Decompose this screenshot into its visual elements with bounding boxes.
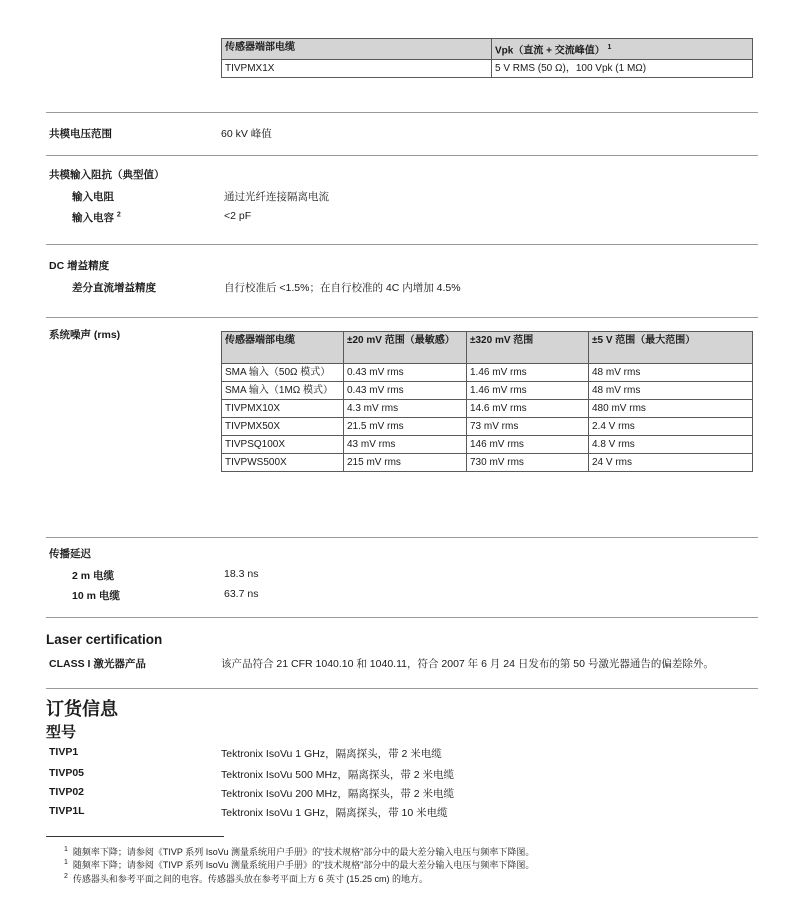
propagation-delay-title: 传播延迟 bbox=[49, 548, 91, 560]
table-cell: TIVPMX10X bbox=[222, 400, 344, 418]
table-cell: TIVPSQ100X bbox=[222, 436, 344, 454]
table-header-cell: Vpk（直流 + 交流峰值） $^1$ bbox=[492, 39, 753, 60]
table-cell: 48 mV rms bbox=[589, 364, 753, 382]
input-capacitance-label: 输入电容 $^2$ bbox=[72, 211, 121, 224]
delay-10m-label: 10 m 电缆 bbox=[72, 590, 120, 602]
divider bbox=[46, 244, 758, 245]
dc-gain-title: DC 增益精度 bbox=[49, 260, 110, 272]
delay-10m-value: 63.7 ns bbox=[224, 588, 259, 600]
table-cell: TIVPMX1X bbox=[222, 60, 492, 78]
table-cell: 43 mV rms bbox=[344, 436, 467, 454]
footnote: $^1$ 随频率下降；请参阅《TIVP 系列 IsoVu 测量系统用户手册》的"技术规格"部分中的最大差分输入电压与频率下降图。 bbox=[64, 859, 535, 870]
input-resistance-label: 输入电阻 bbox=[72, 191, 114, 203]
table-cell: SMA 输入（1MΩ 模式） bbox=[222, 382, 344, 400]
laser-certification-title: Laser certification bbox=[46, 632, 163, 647]
model-description: Tektronix IsoVu 500 MHz，隔离探头，带 2 米电缆 bbox=[221, 769, 454, 781]
table-cell: 21.5 mV rms bbox=[344, 418, 467, 436]
table-cell: 4.3 mV rms bbox=[344, 400, 467, 418]
table-header-cell: 传感器端部电缆 bbox=[222, 39, 492, 60]
common-mode-voltage-label: 共模电压范围 bbox=[49, 128, 112, 140]
table-header-cell: ±5 V 范围（最大范围） bbox=[589, 332, 753, 364]
input-capacitance-value: <2 pF bbox=[224, 210, 252, 222]
model-name: TIVP1 bbox=[49, 746, 79, 758]
table-cell: TIVPWS500X bbox=[222, 454, 344, 472]
table-cell: 5 V RMS (50 Ω)，100 Vpk (1 MΩ) bbox=[492, 60, 753, 78]
model-subtitle: 型号 bbox=[46, 724, 77, 741]
table-cell: 24 V rms bbox=[589, 454, 753, 472]
input-resistance-value: 通过光纤连接隔离电流 bbox=[224, 191, 329, 203]
table-row bbox=[222, 60, 753, 78]
ordering-title: 订货信息 bbox=[46, 699, 118, 719]
table-cell: 1.46 mV rms bbox=[467, 382, 589, 400]
laser-class-value: 该产品符合 21 CFR 1040.10 和 1040.11，符合 2007 年 6 月 24 日发布的第 50 号激光器通告的偏差除外。 bbox=[221, 658, 714, 670]
divider bbox=[46, 688, 758, 689]
model-name: TIVP1L bbox=[49, 805, 85, 817]
table-header-cell: ±20 mV 范围（最敏感） bbox=[344, 332, 467, 364]
model-name: TIVP02 bbox=[49, 786, 85, 798]
noise-table bbox=[221, 331, 753, 472]
laser-class-label: CLASS I 激光器产品 bbox=[49, 658, 146, 670]
dc-gain-label: 差分直流增益精度 bbox=[72, 282, 156, 294]
impedance-title: 共模输入阻抗（典型值） bbox=[49, 169, 165, 181]
table-cell: 0.43 mV rms bbox=[344, 382, 467, 400]
table-row bbox=[222, 400, 753, 418]
dc-gain-value: 自行校准后 <1.5%；在自行校准的 4C 内增加 4.5% bbox=[224, 282, 461, 294]
table-cell: 0.43 mV rms bbox=[344, 364, 467, 382]
table-cell: 2.4 V rms bbox=[589, 418, 753, 436]
table-cell: 73 mV rms bbox=[467, 418, 589, 436]
model-description: Tektronix IsoVu 200 MHz，隔离探头，带 2 米电缆 bbox=[221, 788, 454, 800]
divider bbox=[46, 155, 758, 156]
table-row bbox=[222, 382, 753, 400]
table-row bbox=[222, 418, 753, 436]
divider bbox=[46, 112, 758, 113]
table-row bbox=[222, 454, 753, 472]
footnote: $^1$ 随频率下降；请参阅《TIVP 系列 IsoVu 测量系统用户手册》的"技术规格"部分中的最大差分输入电压与频率下降图。 bbox=[64, 846, 535, 857]
table-cell: SMA 输入（50Ω 模式） bbox=[222, 364, 344, 382]
table-header-row bbox=[222, 39, 753, 60]
table-cell: 215 mV rms bbox=[344, 454, 467, 472]
delay-2m-value: 18.3 ns bbox=[224, 568, 259, 580]
divider bbox=[46, 317, 758, 318]
model-name: TIVP05 bbox=[49, 767, 85, 779]
noise-title: 系统噪声 (rms) bbox=[49, 329, 121, 341]
table-cell: 730 mV rms bbox=[467, 454, 589, 472]
table-cell: 4.8 V rms bbox=[589, 436, 753, 454]
table-cell: 14.6 mV rms bbox=[467, 400, 589, 418]
footnote-rule bbox=[46, 836, 224, 837]
table-header-row bbox=[222, 332, 753, 364]
divider bbox=[46, 537, 758, 538]
table-cell: 146 mV rms bbox=[467, 436, 589, 454]
divider bbox=[46, 617, 758, 618]
table-cell: 480 mV rms bbox=[589, 400, 753, 418]
common-mode-voltage-value: 60 kV 峰值 bbox=[221, 128, 272, 140]
table-row bbox=[222, 364, 753, 382]
table-header-cell: ±320 mV 范围 bbox=[467, 332, 589, 364]
table-cell: TIVPMX50X bbox=[222, 418, 344, 436]
footnote: $^2$ 传感器头和参考平面之间的电容。传感器头放在参考平面上方 6 英寸 (15.25 cm) 的地方。 bbox=[64, 873, 428, 884]
table-row bbox=[222, 436, 753, 454]
delay-2m-label: 2 m 电缆 bbox=[72, 570, 115, 582]
table-cell: 1.46 mV rms bbox=[467, 364, 589, 382]
table-cell: 48 mV rms bbox=[589, 382, 753, 400]
model-description: Tektronix IsoVu 1 GHz，隔离探头，带 2 米电缆 bbox=[221, 748, 442, 760]
model-description: Tektronix IsoVu 1 GHz，隔离探头，带 10 米电缆 bbox=[221, 807, 448, 819]
top-table bbox=[221, 38, 753, 78]
table-header-cell: 传感器端部电缆 bbox=[222, 332, 344, 364]
